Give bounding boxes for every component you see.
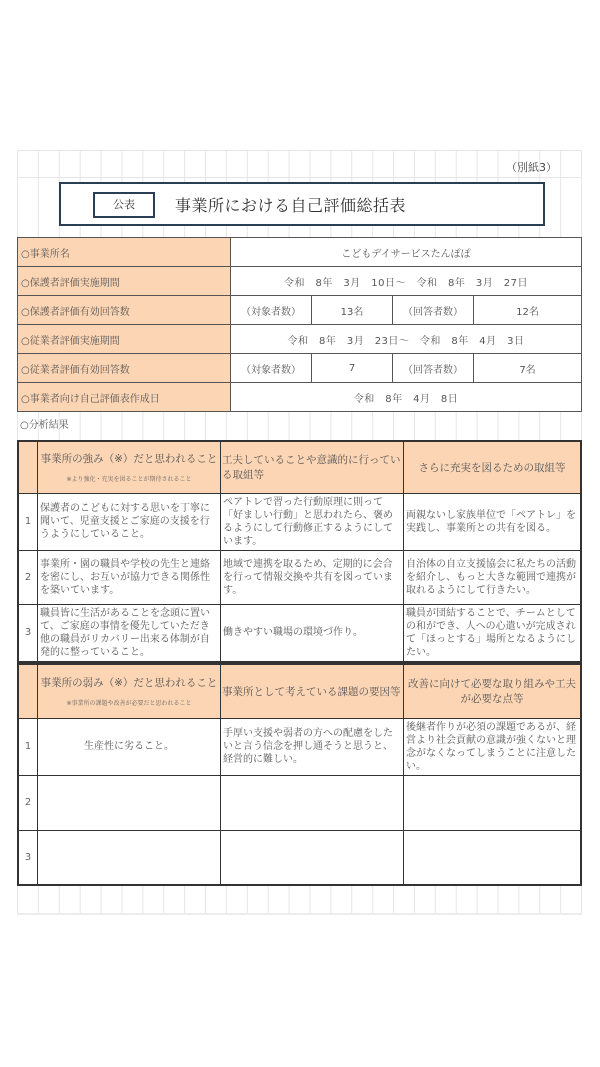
strengths-header-note: ※より強化・充実を図ることが期待されること [66, 476, 192, 484]
weakness-cell: 生産性に劣ること。 [38, 718, 221, 775]
table-row [18, 830, 581, 885]
staff-answered-label: （回答者数） [393, 354, 474, 383]
weakness-cell [38, 775, 221, 830]
strength-cell: 職員皆に生活があることを念頭に置いて、ご家庭の事情を優先していただき他の職員がリカバリー出来る体制が自発的に整っていること。 [38, 604, 221, 662]
guardian-answered-label: （回答者数） [393, 296, 474, 325]
office-name-value: こどもデイサービスたんぽぽ [231, 238, 582, 267]
table-row [18, 775, 581, 830]
sheet-reference: （別紙3） [506, 161, 557, 174]
table-row [18, 493, 581, 550]
info-row-staff-period [18, 325, 582, 354]
guardian-period-value: 令和 8年 3月 10日～ 令和 8年 3月 27日 [231, 267, 582, 296]
staff-responses-label: ○従業者評価有効回答数 [18, 354, 231, 383]
efforts-header: 工夫していることや意識的に行っている取組等 [221, 441, 404, 493]
public-badge: 公表 [93, 192, 155, 218]
staff-answered-value: 7名 [474, 354, 582, 383]
needed-action-cell [404, 775, 582, 830]
info-row-guardian-responses [18, 296, 582, 325]
guardian-target-value: 13名 [312, 296, 393, 325]
staff-target-label: （対象者数） [231, 354, 312, 383]
improvement-cell: 両親ないし家族単位で「ペアトレ」を実践し、事業所との共有を図る。 [404, 493, 582, 550]
effort-cell: ペアトレで習った行動原理に則って「好ましい行動」と思われたら、褒めるようにして行動修正するようにしています。 [221, 493, 404, 550]
office-name-label: ○事業所名 [18, 238, 231, 267]
cause-cell [221, 830, 404, 885]
staff-target-value: 7 [312, 354, 393, 383]
effort-cell: 働きやすい職場の環境づ作り。 [221, 604, 404, 662]
row-number: 2 [18, 775, 38, 830]
strengths-table [17, 440, 582, 663]
strengths-header [38, 441, 221, 493]
created-label: ○事業者向け自己評価表作成日 [18, 383, 231, 412]
guardian-responses-label: ○保護者評価有効回答数 [18, 296, 231, 325]
cause-cell [221, 775, 404, 830]
strength-cell: 事業所・園の職員や学校の先生と連絡を密にし、お互いが協力できる関係性を築いています。 [38, 550, 221, 604]
page-title: 事業所における自己評価総括表 [175, 196, 407, 215]
guardian-period-label: ○保護者評価実施期間 [18, 267, 231, 296]
table-row [18, 718, 581, 775]
row-number: 3 [18, 830, 38, 885]
row-number: 2 [18, 550, 38, 604]
title-box [59, 182, 545, 226]
improvement-header: さらに充実を図るための取組等 [404, 441, 582, 493]
weaknesses-header-row [18, 664, 581, 718]
weakness-cell [38, 830, 221, 885]
weaknesses-table [17, 663, 582, 886]
num-header [18, 441, 38, 493]
row-number: 3 [18, 604, 38, 662]
grid-line [17, 177, 582, 178]
cause-cell: 手厚い支援や弱者の方への配慮をしたいと言う信念を押し通そうと思うと、経営的に難しい。 [221, 718, 404, 775]
improvement-cell: 職員が団結することで、チームとしての和ができ、人への心遣いが完成されて「ほっとする」場所となるようにしたい。 [404, 604, 582, 662]
guardian-answered-value: 12名 [474, 296, 582, 325]
info-row-staff-responses [18, 354, 582, 383]
staff-period-value: 令和 8年 3月 23日～ 令和 8年 4月 3日 [231, 325, 582, 354]
needed-action-cell [404, 830, 582, 885]
weaknesses-header-note: ※事業所の課題や改善が必要だと思われること [66, 700, 192, 708]
weaknesses-header-title: 事業所の弱み（※）だと思われること [40, 677, 218, 690]
strengths-header-row [18, 441, 581, 493]
strength-cell: 保護者のこどもに対する思いを丁寧に聞いて、児童支援とご家庭の支援を行うようにしていること。 [38, 493, 221, 550]
weaknesses-header [38, 664, 221, 718]
info-row-guardian-period [18, 267, 582, 296]
table-row [18, 604, 581, 662]
table-row [18, 550, 581, 604]
strengths-header-title: 事業所の強み（※）だと思われること [40, 453, 218, 466]
guardian-target-label: （対象者数） [231, 296, 312, 325]
improvement-cell: 自治体の自立支援協会に私たちの活動を紹介し、もっと大きな範囲で連携が取れるようにして行きたい。 [404, 550, 582, 604]
row-number: 1 [18, 718, 38, 775]
created-value: 令和 8年 4月 8日 [231, 383, 582, 412]
causes-header: 事業所として考えている課題の要因等 [221, 664, 404, 718]
needed-actions-header: 改善に向けて必要な取り組みや工夫が必要な点等 [404, 664, 582, 718]
analysis-label: ○分析結果 [20, 420, 69, 431]
needed-action-cell: 後継者作りが必須の課題であるが、経営より社会貢献の意識が強くないと理念がなくなってしまうことに注意したい。 [404, 718, 582, 775]
info-row-created [18, 383, 582, 412]
num-header [18, 664, 38, 718]
evaluation-sheet [17, 150, 582, 915]
row-number: 1 [18, 493, 38, 550]
info-row-office [18, 238, 582, 267]
staff-period-label: ○従業者評価実施期間 [18, 325, 231, 354]
info-table [17, 237, 582, 412]
effort-cell: 地域で連携を取るため、定期的に会合を行って情報交換や共有を図っています。 [221, 550, 404, 604]
